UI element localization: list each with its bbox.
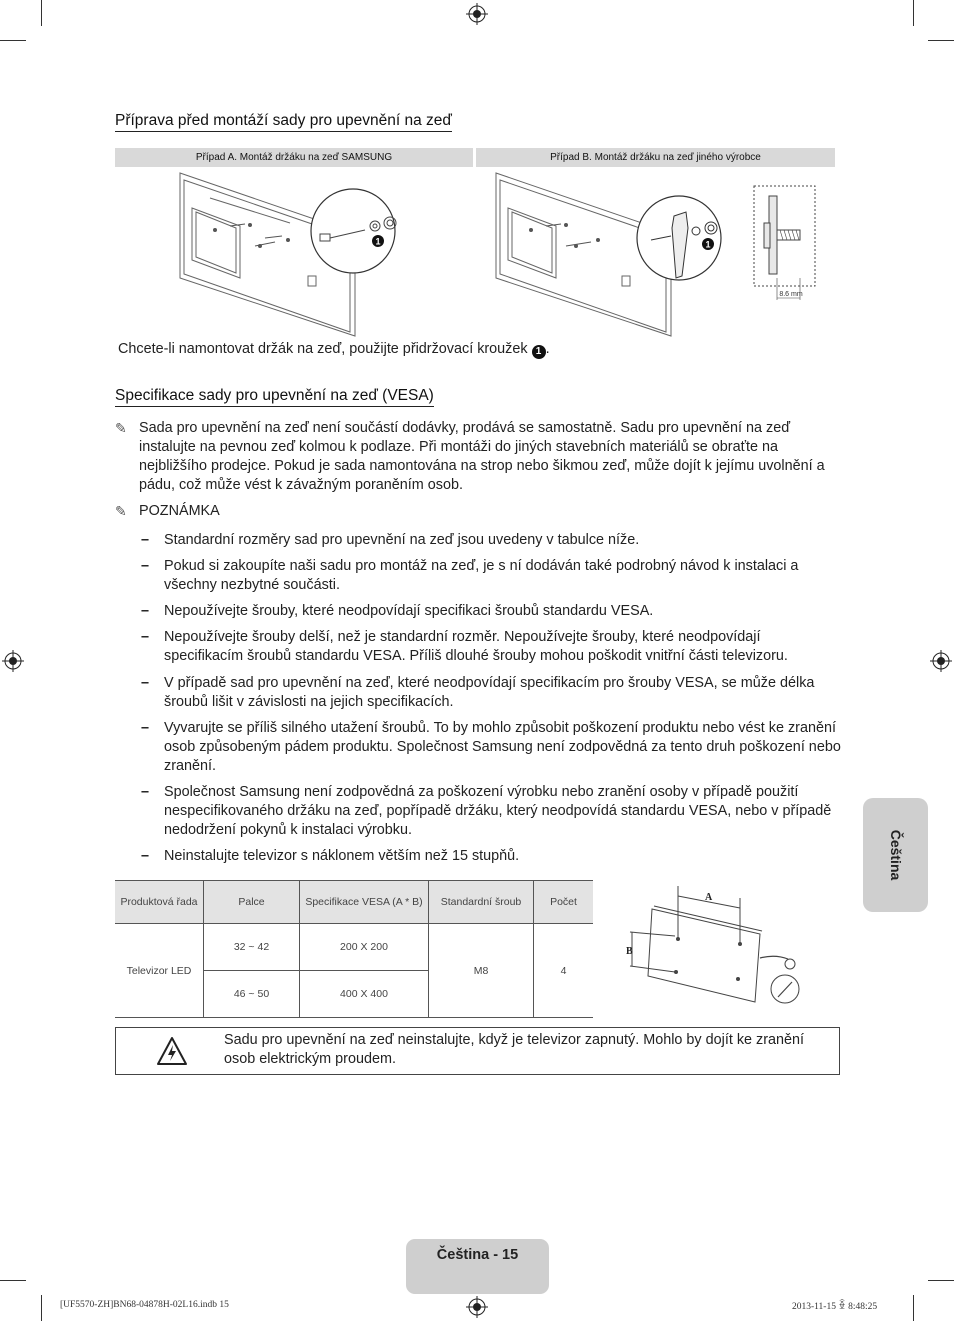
bullet-dash: –: [141, 603, 150, 619]
bullet-dash: –: [141, 532, 150, 548]
warning-text: Sadu pro upevnění na zeď neinstalujte, když je televizor zapnutý. Mohlo by dojít ke zranění osob elektrickým proudem.: [224, 1032, 805, 1067]
case-a-header: Případ A. Montáž držáku na zeď SAMSUNG: [115, 148, 473, 167]
vesa-spec-table: [115, 880, 593, 1018]
table-cell-inches: 32 ~ 42: [204, 924, 300, 971]
table-row: [115, 924, 593, 971]
pencil-note-icon: ✎: [115, 503, 127, 519]
registration-mark-icon: [930, 650, 952, 672]
language-side-tab: [863, 798, 928, 912]
registration-mark-icon: [2, 650, 24, 672]
list-item-text: Nepoužívejte šrouby, které neodpovídají specifikaci šroubů standardu VESA.: [164, 603, 654, 619]
svg-text:1: 1: [375, 236, 381, 247]
crop-mark: [0, 1280, 26, 1281]
table-cell-vesa: 400 X 400: [300, 971, 429, 1018]
language-side-tab-label: Čeština: [887, 829, 904, 881]
bullet-dash: –: [141, 675, 150, 691]
svg-text:1: 1: [705, 239, 711, 250]
list-item-text: V případě sad pro upevnění na zeď, které neodpovídají specifikacím pro šrouby VESA, se může délka šroubů lišit v závislosti na jejich specifikacích.: [164, 675, 815, 710]
bullet-dash: –: [141, 848, 150, 864]
callout-1-icon: [372, 235, 384, 247]
table-cell-vesa: 200 X 200: [300, 924, 429, 971]
figure-caption: [118, 340, 550, 359]
crop-mark: [0, 40, 26, 41]
note-1-text: Sada pro upevnění na zeď není součástí dodávky, prodává se samostatně. Sadu pro upevnění na zeď instalujte na pevnou zeď kolmou k podlaze. Při montáži do jiných stavebních materiálů se obraťte na nejbližšího prodejce. Pokud je sada namontována na strop nebo šikmou zeď, může dojít k jejímu uvolnění a pádu, což může vést k závažným poraněním osob.: [139, 420, 825, 493]
table-header: Počet: [534, 881, 594, 924]
case-b-header: Případ B. Montáž držáku na zeď jiného výrobce: [476, 148, 835, 167]
note-2: [115, 502, 840, 522]
bullet-dash: –: [141, 784, 150, 800]
bullet-dash: –: [141, 558, 150, 574]
table-cell-inches: 46 ~ 50: [204, 971, 300, 1018]
list-item-text: Pokud si zakoupíte naši sadu pro montáž na zeď, je s ní dodáván také podrobný návod k instalaci a všechny nezbytné součásti.: [164, 558, 799, 593]
warning-triangle-icon: [156, 1036, 188, 1066]
section-title-preparation: Příprava před montáží sady pro upevnění na zeď: [115, 112, 452, 132]
bullet-dash: –: [141, 720, 150, 736]
table-header: Specifikace VESA (A * B): [300, 881, 429, 924]
list-item-text: Nepoužívejte šrouby delší, než je standardní rozměr. Nepoužívejte šrouby, které neodpovídají specifikacím šroubů standardu VESA. Příliš dlouhé šrouby mohou poškodit vnitřní části televizoru.: [164, 629, 788, 664]
pencil-note-icon: ✎: [115, 420, 127, 436]
crop-mark: [928, 40, 954, 41]
figure-case-b: [486, 168, 826, 338]
crop-mark: [928, 1280, 954, 1281]
list-item-text: Vyvarujte se příliš silného utažení šroubů. To by mohlo způsobit poškození produktu nebo vést ke zranění osob způsobeným pádem produktu. Společnost Samsung není zodpovědná za tento druh poškození nebo zranění.: [164, 720, 841, 774]
list-item-text: Standardní rozměry sad pro upevnění na zeď jsou uvedeny v tabulce níže.: [164, 532, 640, 548]
svg-text:B: B: [626, 946, 633, 957]
crop-mark: [41, 1295, 42, 1321]
table-cell-product: Televizor LED: [115, 924, 204, 1018]
svg-text:A: A: [705, 892, 713, 903]
note-1: [115, 419, 840, 499]
footer-timestamp: 2013-11-15 ꆢ 8:48:25: [792, 1302, 878, 1312]
bullet-dash: –: [141, 629, 150, 645]
caption-end: .: [545, 341, 550, 357]
table-cell-count: 4: [534, 924, 594, 1018]
page-number-label: Čeština - 15: [436, 1247, 519, 1263]
registration-mark-icon: [466, 1296, 488, 1318]
figure-case-a: [170, 168, 430, 338]
list-item-text: Neinstalujte televizor s náklonem větším než 15 stupňů.: [164, 848, 520, 864]
table-header: Standardní šroub: [429, 881, 534, 924]
warning-box: [115, 1027, 840, 1075]
crop-mark: [41, 0, 42, 26]
crop-mark: [913, 1295, 914, 1321]
caption-text: Chcete-li namontovat držák na zeď, použijte přidržovací kroužek: [118, 341, 528, 357]
crop-mark: [913, 0, 914, 26]
page-number-tab: [406, 1239, 549, 1294]
section-title-vesa: Specifikace sady pro upevnění na zeď (VESA): [115, 387, 434, 407]
svg-text:8.6 mm: 8.6 mm: [779, 291, 803, 298]
footer-file-info: [UF5570-ZH]BN68-04878H-02L16.indb 15: [60, 1300, 229, 1310]
table-cell-screw: M8: [429, 924, 534, 1018]
table-header: Palce: [204, 881, 300, 924]
note-2-label: POZNÁMKA: [139, 503, 220, 519]
registration-mark-icon: [466, 3, 488, 25]
list-item-text: Společnost Samsung není zodpovědná za poškození výrobku nebo zranění osoby v případě použití nespecifikovaného držáku na zeď, popřípadě držáku, který neodpovídá standardu VESA, nebo v případě nedodržení pokynů k instalaci výrobku.: [164, 784, 832, 838]
vesa-dimension-figure: [620, 884, 820, 1014]
table-header: Produktová řada: [115, 881, 204, 924]
callout-1-icon: [702, 238, 714, 250]
callout-1-icon: 1: [532, 345, 546, 359]
